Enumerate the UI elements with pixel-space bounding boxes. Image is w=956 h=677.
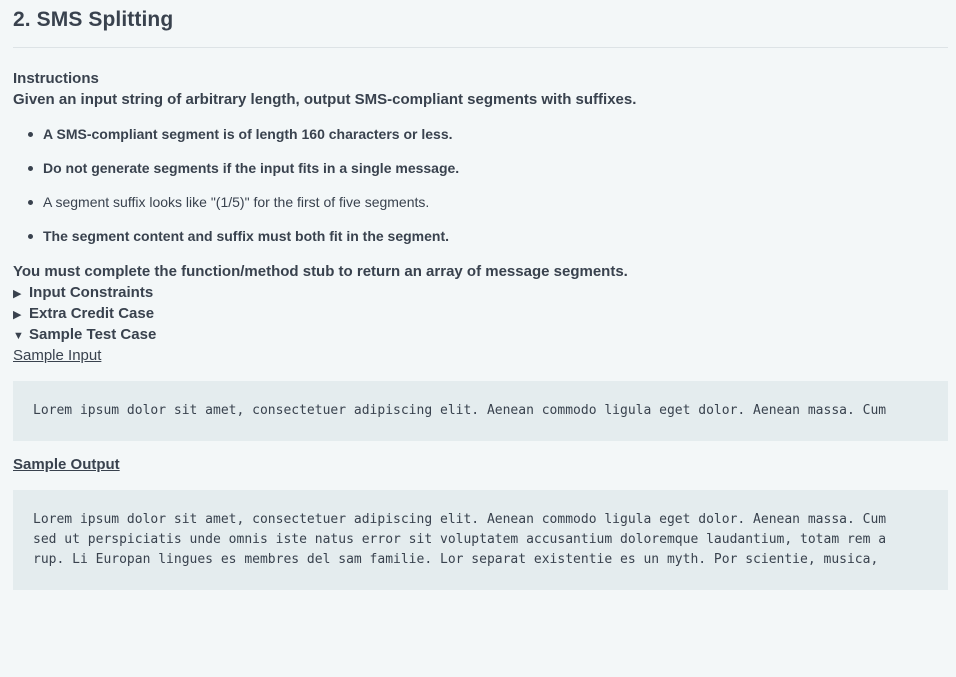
- sample-input-label: Sample Input: [13, 347, 102, 364]
- toggle-label: Input Constraints: [29, 284, 154, 301]
- title-divider: [13, 47, 948, 48]
- code-line: rup. Li Europan lingues es membres del sam familie. Lor separat existentie es un myth. Por scientie, musica,: [33, 552, 879, 567]
- triangle-right-icon: ▶: [13, 309, 22, 321]
- list-item: A segment suffix looks like "(1/5)" for the first of five segments.: [13, 192, 459, 226]
- toggle-label: Extra Credit Case: [29, 305, 155, 322]
- instructions-heading: Instructions: [13, 70, 99, 87]
- list-item: The segment content and suffix must both fit in the segment.: [13, 226, 459, 260]
- code-line: Lorem ipsum dolor sit amet, consectetuer adipiscing elit. Aenean commodo ligula eget dolor. Aenean massa. Cum: [33, 512, 887, 527]
- task-statement: You must complete the function/method stub to return an array of message segments.: [13, 263, 628, 280]
- page-title: 2. SMS Splitting: [13, 8, 174, 31]
- code-line: sed ut perspiciatis unde omnis iste natus error sit voluptatem accusantium doloremque laudantium, totam rem a: [33, 532, 887, 547]
- extra-credit-toggle[interactable]: [13, 305, 154, 322]
- sample-input-block: [13, 381, 948, 441]
- list-item: A SMS-compliant segment is of length 160 characters or less.: [13, 124, 459, 158]
- sample-output-block: [13, 490, 948, 590]
- triangle-down-icon: ▼: [13, 330, 24, 342]
- input-constraints-toggle[interactable]: [13, 284, 153, 301]
- instructions-intro: Given an input string of arbitrary length, output SMS-compliant segments with suffixes.: [13, 91, 637, 108]
- list-item: Do not generate segments if the input fits in a single message.: [13, 158, 459, 192]
- sample-test-case-toggle[interactable]: [13, 326, 156, 343]
- code-line: Lorem ipsum dolor sit amet, consectetuer adipiscing elit. Aenean commodo ligula eget dolor. Aenean massa. Cum: [33, 403, 887, 418]
- triangle-right-icon: ▶: [13, 288, 22, 300]
- rules-list: [13, 124, 459, 260]
- toggle-label: Sample Test Case: [29, 326, 157, 343]
- sample-output-label: Sample Output: [13, 456, 120, 473]
